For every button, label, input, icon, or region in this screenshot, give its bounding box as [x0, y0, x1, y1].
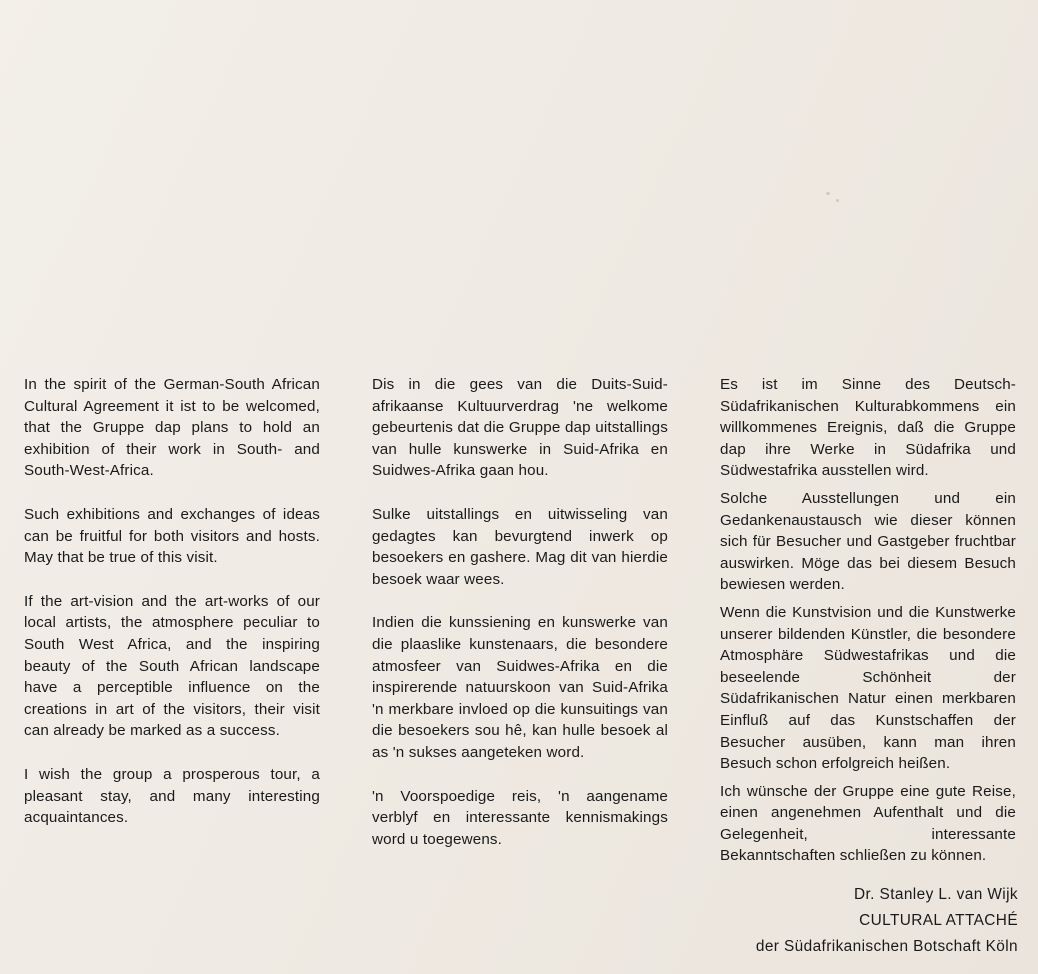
signature-role: CULTURAL ATTACHÉ	[859, 912, 1018, 929]
paragraph: If the art-vision and the art-works of our local artists, the atmosphere peculiar to South West Africa, and the inspiring beauty of the South African landscape have a perceptible influence on the creations in art of the visitors, their visit can already be marked as a success.	[24, 592, 320, 740]
paragraph: Sulke uitstallings en uitwisseling van gedagtes kan bevurgtend inwerk op besoekers en gashere. Mag dit van hierdie besoek waar wees.	[372, 505, 668, 588]
paragraph: I wish the group a prosperous tour, a pleasant stay, and many interesting acquaintances.	[24, 765, 320, 827]
paragraph: Ich wünsche der Gruppe eine gute Reise, einen angenehmen Aufenthalt und die Gelegenheit, interessante Bekanntschaften schließen zu können.	[720, 782, 1016, 865]
column-english	[24, 374, 320, 873]
column-afrikaans	[372, 374, 668, 873]
paragraph: Dis in die gees van die Duits-Suid-afrikaanse Kultuurverdrag 'ne welkome gebeurtenis dat die Gruppe dap uitstallings van hulle kunswerke in Suid-Afrika en Suidwes-Afrika gaan hou.	[372, 376, 668, 480]
text-columns	[24, 374, 1016, 873]
paper-speckle	[836, 199, 839, 202]
signature-organisation: der Südafrikanischen Botschaft Köln	[755, 938, 1018, 955]
paragraph: Wenn die Kunstvision und die Kunstwerke unserer bildenden Künstler, die besondere Atmosphäre Südwestafrikas und die beseelende Schönheit der Südafrikanischen Natur einen merkbaren Einfluß auf das Kunstschaffen der Besucher ausüben, kann man ihren Besuch schon erfolgreich heißen.	[720, 603, 1016, 773]
paragraph: Indien die kunssiening en kunswerke van die plaaslike kunstenaars, die besondere atmosfeer van Suidwes-Afrika en die inspirerende natuurskoon van Suid-Afrika 'n merkbare invloed op die kunsuitings van die besoekers sou hê, kan hulle besoek al as 'n sukses aangeteken word.	[372, 614, 668, 761]
column-german	[720, 374, 1016, 873]
signature-block	[458, 882, 1018, 960]
signature-name: Dr. Stanley L. van Wijk	[853, 886, 1018, 903]
paragraph: Solche Ausstellungen und ein Gedankenaustausch wie dieser können sich für Besucher und Gastgeber fruchtbar auswirken. Möge das bei diesem Besuch bewiesen werden.	[720, 489, 1016, 594]
paragraph: In the spirit of the German-South African Cultural Agreement it ist to be welcomed, that the Gruppe dap plans to hold an exhibition of their work in South- and South-West-Africa.	[24, 376, 320, 480]
paragraph: Such exhibitions and exchanges of ideas can be fruitful for both visitors and hosts. May that be true of this visit.	[24, 505, 320, 567]
paragraph: 'n Voorspoedige reis, 'n aangename verblyf en interessante kennismakings word u toegewens.	[372, 787, 668, 848]
paragraph: Es ist im Sinne des Deutsch-Südafrikanischen Kulturabkommens ein willkommenes Ereignis, daß die Gruppe dap ihre Werke in Südafrika und Südwestafrika ausstellen wird.	[720, 376, 1016, 480]
paper-speckle	[826, 192, 830, 195]
